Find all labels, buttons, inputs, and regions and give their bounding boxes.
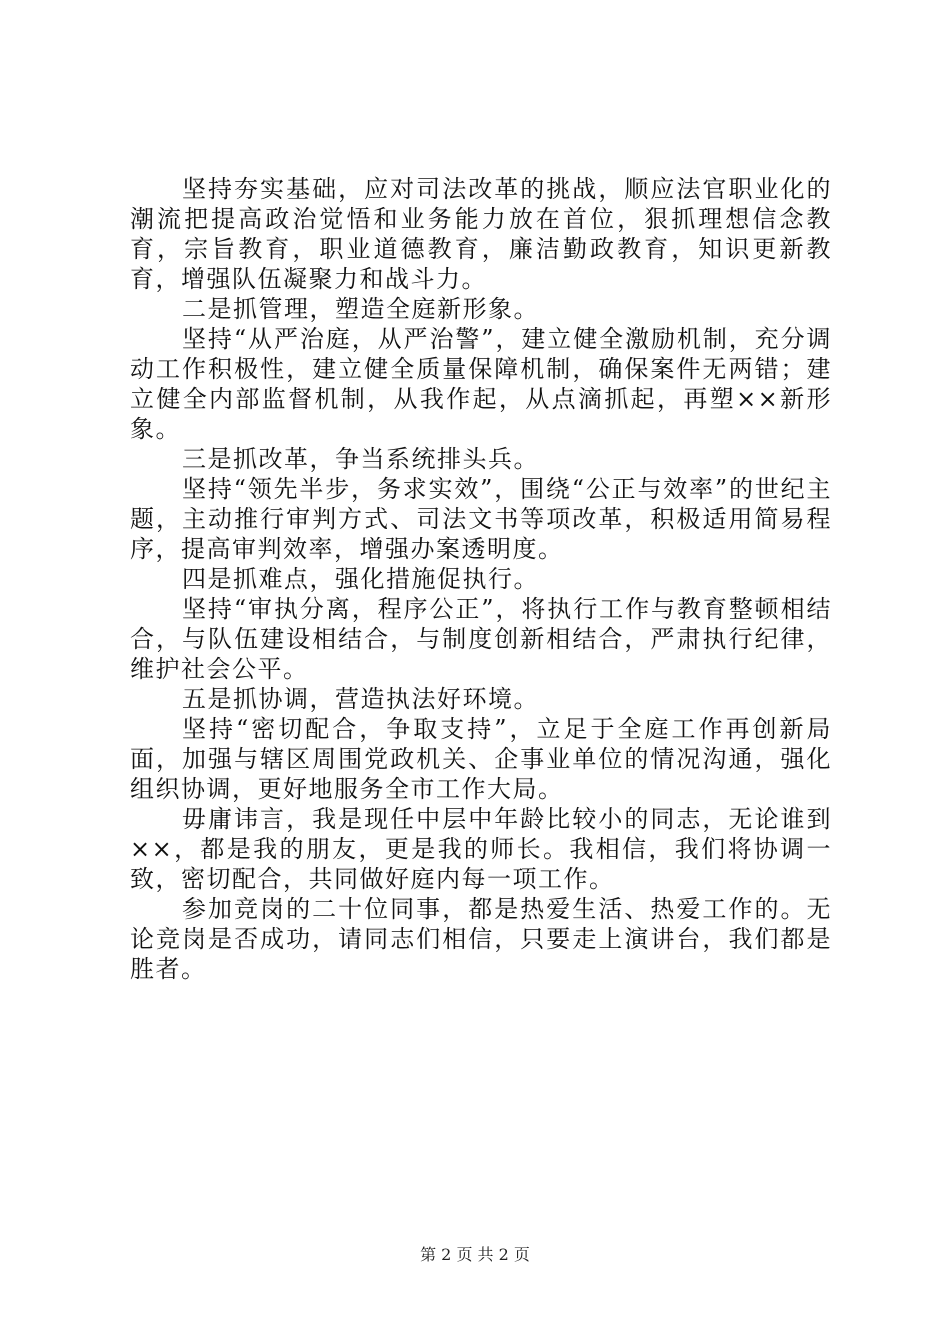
- heading-reform: 三是抓改革，争当系统排头兵。: [182, 445, 539, 473]
- page-number-footer: 第 2 页 共 2 页: [420, 1245, 530, 1264]
- paragraph-reform: 坚持“领先半步，务求实效”，围绕“公正与效率”的世纪主题，主动推行审判方式、司法文书等项改革，积极适用简易程序，提高审判效率，增强办案透明度。: [130, 475, 832, 563]
- heading-enforcement: 四是抓难点，强化措施促执行。: [182, 565, 539, 593]
- heading-management: 二是抓管理，塑造全庭新形象。: [182, 295, 539, 323]
- paragraph-management: 坚持“从严治庭，从严治警”，建立健全激励机制，充分调动工作积极性，建立健全质量保障机制，确保案件无两错；建立健全内部监督机制，从我作起，从点滴抓起，再塑××新形象。: [130, 325, 832, 443]
- heading-coordination: 五是抓协调，营造执法好环境。: [182, 685, 539, 713]
- paragraph-enforcement: 坚持“审执分离，程序公正”，将执行工作与教育整顿相结合，与队伍建设相结合，与制度创新相结合，严肃执行纪律，维护社会公平。: [130, 595, 832, 683]
- paragraph-foundation: 坚持夯实基础，应对司法改革的挑战，顺应法官职业化的潮流把提高政治觉悟和业务能力放在首位，狠抓理想信念教育，宗旨教育，职业道德教育，廉洁勤政教育，知识更新教育，增强队伍凝聚力和战斗力。: [130, 175, 832, 293]
- paragraph-coordination: 坚持“密切配合，争取支持”，立足于全庭工作再创新局面，加强与辖区周围党政机关、企事业单位的情况沟通，强化组织协调，更好地服务全市工作大局。: [130, 715, 832, 803]
- paragraph-closing: 参加竞岗的二十位同事，都是热爱生活、热爱工作的。无论竞岗是否成功，请同志们相信，只要走上演讲台，我们都是胜者。: [130, 895, 832, 983]
- document-body: [130, 174, 832, 984]
- paragraph-colleagues: 毋庸讳言，我是现任中层中年龄比较小的同志，无论谁到××，都是我的朋友，更是我的师长。我相信，我们将协调一致，密切配合，共同做好庭内每一项工作。: [130, 805, 832, 893]
